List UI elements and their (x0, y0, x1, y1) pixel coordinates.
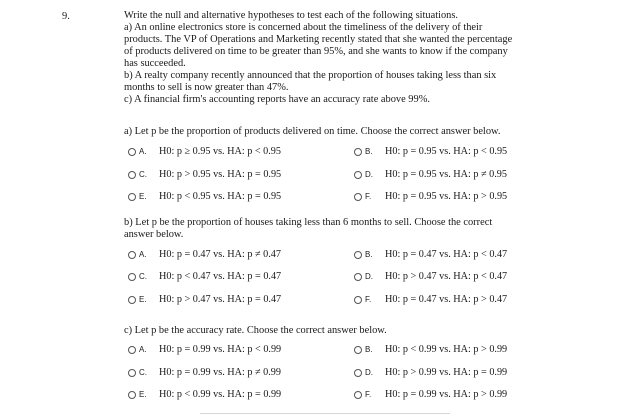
option-ha: HA: p > 0.99 (453, 389, 508, 400)
option-h0: H0: p > 0.47 (385, 271, 437, 282)
radio-button[interactable] (354, 346, 362, 354)
option-letter: D. (365, 272, 373, 281)
option-ha: HA: p = 0.47 (227, 271, 282, 282)
radio-button[interactable] (354, 273, 362, 281)
part-a-option-a[interactable]: A. H0: p ≥ 0.95 vs. HA: p < 0.95 (128, 146, 281, 158)
part-a-option-e[interactable]: E. H0: p < 0.95 vs. HA: p = 0.95 (128, 191, 281, 203)
part-c-option-a[interactable]: A. H0: p = 0.99 vs. HA: p < 0.99 (128, 344, 281, 356)
part-b-prompt-line: answer below. (124, 229, 184, 240)
radio-button[interactable] (354, 369, 362, 377)
option-h0: H0: p > 0.99 (385, 367, 437, 378)
option-ha: HA: p < 0.47 (453, 249, 508, 260)
option-letter: B. (365, 345, 373, 354)
radio-button[interactable] (128, 273, 136, 281)
part-b-prompt-line: b) Let p be the proportion of houses taking less than 6 months to sell. Choose the correct (124, 217, 493, 228)
part-b-option-f[interactable]: F. H0: p = 0.47 vs. HA: p > 0.47 (354, 294, 507, 306)
option-letter: E. (139, 192, 147, 201)
intro-line: months to sell is now greater than 47%. (124, 82, 289, 93)
intro-line: b) A realty company recently announced that the proportion of houses taking less than six (124, 70, 497, 81)
option-letter: A. (139, 345, 147, 354)
option-letter: E. (139, 390, 147, 399)
option-letter: B. (365, 250, 373, 259)
option-ha: HA: p = 0.95 (227, 169, 282, 180)
part-b-prompt (124, 217, 594, 241)
part-c-option-c[interactable]: C. H0: p = 0.99 vs. HA: p ≠ 0.99 (128, 367, 281, 379)
option-h0: H0: p = 0.99 (385, 389, 437, 400)
radio-button[interactable] (354, 171, 362, 179)
option-h0: H0: p = 0.47 (159, 249, 211, 260)
option-letter: C. (139, 170, 147, 179)
option-ha: HA: p < 0.95 (453, 146, 508, 157)
option-ha: HA: p = 0.47 (227, 294, 282, 305)
page-divider (200, 413, 450, 414)
part-b-option-b[interactable]: B. H0: p = 0.47 vs. HA: p < 0.47 (354, 249, 507, 261)
radio-button[interactable] (128, 391, 136, 399)
option-letter: A. (139, 250, 147, 259)
part-a-option-d[interactable]: D. H0: p = 0.95 vs. HA: p ≠ 0.95 (354, 169, 507, 181)
option-letter: D. (365, 368, 373, 377)
option-h0: H0: p ≥ 0.95 (159, 146, 211, 157)
option-h0: H0: p = 0.47 (385, 294, 437, 305)
option-ha: HA: p ≠ 0.99 (227, 367, 281, 378)
intro-line: c) A financial firm's accounting reports have an accuracy rate above 99%. (124, 94, 430, 105)
option-letter: C. (139, 272, 147, 281)
option-h0: H0: p < 0.95 (159, 191, 211, 202)
option-letter: F. (365, 390, 372, 399)
option-h0: H0: p > 0.95 (159, 169, 211, 180)
option-h0: H0: p = 0.47 (385, 249, 437, 260)
option-letter: A. (139, 147, 147, 156)
radio-button[interactable] (354, 391, 362, 399)
option-h0: H0: p = 0.99 (159, 367, 211, 378)
intro-line: has succeeded. (124, 58, 186, 69)
option-letter: F. (365, 295, 372, 304)
option-ha: HA: p > 0.95 (453, 191, 508, 202)
option-h0: H0: p > 0.47 (159, 294, 211, 305)
option-ha: HA: p = 0.99 (453, 367, 508, 378)
option-h0: H0: p < 0.99 (159, 389, 211, 400)
option-letter: C. (139, 368, 147, 377)
radio-button[interactable] (128, 369, 136, 377)
option-h0: H0: p = 0.95 (385, 191, 437, 202)
radio-button[interactable] (128, 193, 136, 201)
part-c-prompt-line: c) Let p be the accuracy rate. Choose the correct answer below. (124, 325, 387, 336)
option-ha: HA: p < 0.99 (227, 344, 282, 355)
radio-button[interactable] (128, 251, 136, 259)
question-number: 9. (62, 11, 70, 22)
part-a-option-f[interactable]: F. H0: p = 0.95 vs. HA: p > 0.95 (354, 191, 507, 203)
option-h0: H0: p = 0.95 (385, 169, 437, 180)
part-a-prompt-line: a) Let p be the proportion of products delivered on time. Choose the correct answer below. (124, 126, 501, 137)
option-h0: H0: p = 0.95 (385, 146, 437, 157)
option-ha: HA: p ≠ 0.95 (453, 169, 507, 180)
part-c-option-d[interactable]: D. H0: p > 0.99 vs. HA: p = 0.99 (354, 367, 507, 379)
part-a-option-c[interactable]: C. H0: p > 0.95 vs. HA: p = 0.95 (128, 169, 281, 181)
option-ha: HA: p < 0.95 (227, 146, 281, 157)
part-a-option-b[interactable]: B. H0: p = 0.95 vs. HA: p < 0.95 (354, 146, 507, 158)
option-ha: HA: p > 0.47 (453, 294, 508, 305)
radio-button[interactable] (128, 148, 136, 156)
part-b-option-c[interactable]: C. H0: p < 0.47 vs. HA: p = 0.47 (128, 271, 281, 283)
option-ha: HA: p = 0.95 (227, 191, 282, 202)
intro-line: products. The VP of Operations and Marketing recently stated that she wanted the percentage (124, 34, 513, 45)
question-intro (124, 10, 594, 106)
intro-line: a) An online electronics store is concerned about the timeliness of the delivery of their (124, 22, 483, 33)
part-b-option-a[interactable]: A. H0: p = 0.47 vs. HA: p ≠ 0.47 (128, 249, 281, 261)
part-c-prompt (124, 325, 594, 337)
radio-button[interactable] (354, 193, 362, 201)
option-letter: D. (365, 170, 373, 179)
radio-button[interactable] (354, 148, 362, 156)
option-ha: HA: p = 0.99 (227, 389, 282, 400)
option-letter: F. (365, 192, 372, 201)
radio-button[interactable] (128, 346, 136, 354)
radio-button[interactable] (354, 251, 362, 259)
part-c-option-e[interactable]: E. H0: p < 0.99 vs. HA: p = 0.99 (128, 389, 281, 401)
part-c-option-f[interactable]: F. H0: p = 0.99 vs. HA: p > 0.99 (354, 389, 507, 401)
option-ha: HA: p ≠ 0.47 (227, 249, 281, 260)
part-b-option-e[interactable]: E. H0: p > 0.47 vs. HA: p = 0.47 (128, 294, 281, 306)
option-h0: H0: p < 0.47 (159, 271, 211, 282)
radio-button[interactable] (354, 296, 362, 304)
option-h0: H0: p = 0.99 (159, 344, 211, 355)
option-h0: H0: p < 0.99 (385, 344, 437, 355)
radio-button[interactable] (128, 296, 136, 304)
intro-line: of products delivered on time to be greater than 95%, and she wants to know if the company (124, 46, 508, 57)
option-letter: B. (365, 147, 373, 156)
option-letter: E. (139, 295, 147, 304)
part-a-prompt (124, 126, 594, 138)
option-ha: HA: p > 0.99 (453, 344, 508, 355)
part-b-option-d[interactable]: D. H0: p > 0.47 vs. HA: p < 0.47 (354, 271, 507, 283)
intro-line: Write the null and alternative hypotheses to test each of the following situations. (124, 10, 459, 21)
part-c-option-b[interactable]: B. H0: p < 0.99 vs. HA: p > 0.99 (354, 344, 507, 356)
option-ha: HA: p < 0.47 (453, 271, 508, 282)
radio-button[interactable] (128, 171, 136, 179)
